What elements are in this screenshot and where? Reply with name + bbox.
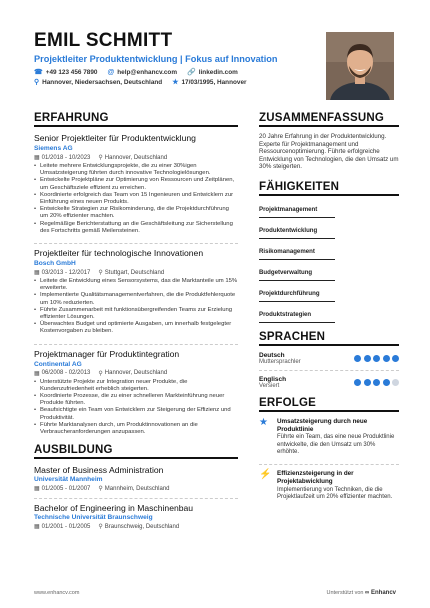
job-dates-text: 01/2018 - 10/2023 [41, 154, 91, 161]
phone-text: +49 123 456 7890 [45, 68, 98, 76]
education-entry [34, 465, 238, 492]
divider [34, 498, 238, 499]
edu-meta [34, 523, 238, 530]
location-pin-icon: ⚲ [98, 486, 103, 493]
left-column [34, 112, 238, 536]
right-column [259, 112, 399, 509]
edu-location-text: Mannheim, Deutschland [104, 485, 170, 492]
job-location [98, 154, 167, 161]
education-heading: AUSBILDUNG [34, 444, 238, 459]
bullet-item: • Führte Marktanalysen durch, um Produktinnovationen an die Verbraucheranforderungen anzupassen. [34, 422, 238, 436]
job-role: Senior Projektleiter für Produktentwicklung [34, 133, 196, 143]
bolt-icon: ⚡ [259, 469, 272, 481]
skill-item: Projektdurchführung [259, 286, 335, 302]
contact-info [34, 68, 314, 88]
job-company: Continental AG [34, 360, 82, 368]
bullet-item: • Überwachtes Budget und optimierte Ausgaben, um innerhalb festgelegter Kostenvorgaben zu bleiben. [34, 321, 238, 335]
job-location-text: Hannover, Deutschland [104, 370, 168, 377]
skill-item: Projektmanagement [259, 202, 335, 218]
achievement-item [259, 470, 399, 501]
rating-dot [364, 355, 371, 362]
skills-heading: FÄHIGKEITEN [259, 181, 399, 196]
job-location [98, 269, 164, 276]
divider [34, 243, 238, 244]
language-item [259, 376, 399, 389]
rating-dot [354, 379, 361, 386]
languages-heading: SPRACHEN [259, 331, 399, 346]
achievements-heading: ERFOLGE [259, 397, 399, 412]
footer-website[interactable]: www.enhancv.com [34, 590, 80, 596]
footer-powered [327, 590, 397, 596]
achievement-title: Effizienzsteigerung in der Projektabwicklung [277, 470, 354, 485]
skills-list [259, 202, 399, 323]
job-location-text: Stuttgart, Deutschland [104, 269, 165, 276]
job-dates-text: 06/2008 - 02/2013 [41, 370, 91, 377]
job-meta [34, 154, 238, 161]
linkedin-item[interactable] [187, 68, 238, 76]
brand-name: Enhancv [370, 590, 396, 596]
bullet-item: • Leitete die Entwicklung eines Sensorsystems, das die Marktanteile um 15% erweiterte. [34, 278, 238, 292]
job-entry [34, 248, 238, 336]
edu-dates [34, 523, 90, 530]
candidate-title: Projektleiter Produktentwicklung | Fokus auf Innovation [34, 54, 278, 64]
skill-item: Produktentwicklung [259, 223, 335, 239]
location-pin-icon: ⚲ [34, 79, 40, 86]
job-bullets [34, 278, 238, 336]
edu-school: Technische Universität Braunschweig [34, 514, 153, 522]
language-level: Versiert [259, 382, 280, 389]
edu-degree: Bachelor of Engineering in Maschinenbau [34, 503, 194, 514]
bullet-item: • Leitete mehrere Entwicklungsprojekte, die zu einer 30%igen Umsatzsteigerung führten durch innovative Technologielösungen. [34, 163, 238, 177]
calendar-icon: ▦ [34, 370, 40, 377]
birth-item [172, 78, 246, 86]
location-pin-icon: ⚲ [98, 524, 103, 531]
link-icon: 🔗 [187, 69, 196, 76]
job-dates-text: 03/2013 - 12/2017 [41, 269, 91, 276]
job-role: Projektleiter für technologische Innovationen [34, 248, 204, 259]
edu-meta [34, 485, 238, 492]
rating-dot [383, 379, 390, 386]
divider [34, 344, 238, 345]
calendar-icon: ▦ [34, 524, 40, 531]
edu-dates-text: 01/2005 - 01/2007 [41, 485, 91, 492]
job-bullets [34, 379, 238, 437]
job-location [98, 370, 167, 377]
phone-icon: ☎ [34, 69, 43, 76]
job-entry [34, 349, 238, 437]
experience-heading: ERFAHRUNG [34, 112, 238, 127]
star-icon: ★ [259, 416, 268, 428]
rating-dot [392, 355, 399, 362]
location-item [34, 78, 162, 86]
language-name: Deutsch [259, 351, 285, 359]
rating-dot [373, 355, 380, 362]
location-pin-icon: ⚲ [98, 155, 103, 161]
profile-photo [326, 32, 394, 100]
language-level: Muttersprachler [259, 358, 301, 365]
star-icon: ★ [172, 79, 179, 86]
bullet-item: • Beaufsichtigte ein Team von Entwicklern zur Steigerung der Effizienz und Produktivität. [34, 407, 238, 421]
calendar-icon: ▦ [34, 486, 40, 493]
job-meta [34, 269, 238, 276]
job-meta [34, 370, 238, 377]
achievement-desc: Implementierung von Techniken, die die Projektlaufzeit um 20% effizienter machten. [277, 486, 393, 500]
skill-item: Risikomanagement [259, 244, 335, 260]
edu-dates-text: 01/2001 - 01/2005 [41, 523, 91, 530]
job-role: Projektmanager für Produktintegration [34, 348, 180, 359]
job-dates [34, 269, 90, 276]
summary-heading: ZUSAMMENFASSUNG [259, 112, 399, 127]
rating-dot [364, 379, 371, 386]
rating-dot [383, 355, 390, 362]
language-rating [352, 355, 400, 362]
bullet-item: • Unterstützte Projekte zur Integration neuer Produkte, die Kundenzufriedenheit erheblich steigerten. [34, 379, 238, 393]
job-company: Bosch GmbH [34, 260, 76, 268]
bullet-item: • Regelmäßige Berichterstattung an die Geschäftsleitung zur Sicherstellung des Fortschritts gemäß Meilensteinen. [34, 221, 238, 235]
achievement-desc: Führte ein Team, das eine neue Produktlinie entwickelte, die den Umsatz um 30% erhöhte. [277, 434, 395, 455]
job-entry [34, 133, 238, 235]
edu-degree: Master of Business Administration [34, 465, 164, 476]
bullet-item: • Entwickelte Projektpläne zur Optimierung von Ressourcen und Zeitplänen, um Geschäftsziele effizient zu erreichen. [34, 177, 238, 191]
resume-header [34, 30, 314, 88]
edu-dates [34, 485, 90, 492]
bullet-item: • Koordinierte Prozesse, die zu einer schnelleren Markteinführung neuer Produkte führten. [34, 393, 238, 407]
rating-dot [392, 379, 399, 386]
language-rating [352, 379, 400, 386]
education-entry [34, 503, 238, 530]
email-item[interactable] [107, 68, 177, 76]
at-icon: @ [107, 68, 115, 76]
footer [34, 590, 396, 596]
bullet-item: • Koordinierte erfolgreich das Team von 15 Ingenieuren und Entwicklern zur Einführung eines neuen Produkts. [34, 192, 238, 206]
powered-label: Unterstützt von [326, 590, 364, 596]
portrait-image [326, 32, 394, 100]
job-bullets [34, 163, 238, 235]
summary-text: 20 Jahre Erfahrung in der Produktentwicklung. Experte für Projektmanagement und Ressourcenoptimierung. Führte erfolgreiche Entwicklung von Technologien, die den Umsatz um 30% steigerten. [259, 133, 399, 171]
achievement-title: Umsatzsteigerung durch neue Produktlinie [277, 417, 368, 433]
language-name: Englisch [259, 375, 287, 383]
achievement-item [259, 418, 399, 456]
job-dates [34, 154, 90, 161]
edu-location [98, 523, 179, 530]
job-company: Siemens AG [34, 145, 73, 152]
enhancv-logo: ∞ Enhancv [365, 590, 396, 596]
phone-item[interactable] [34, 68, 97, 76]
birth-text: 17/03/1995, Hannover [181, 78, 247, 86]
candidate-name: EMIL SCHMITT [34, 30, 173, 51]
edu-school: Universität Mannheim [34, 476, 103, 484]
skill-item: Produktstrategien [259, 307, 335, 323]
calendar-icon: ▦ [34, 155, 40, 161]
email-text: help@enhancv.com [117, 68, 178, 76]
edu-location [98, 485, 169, 492]
job-location-text: Hannover, Deutschland [104, 154, 168, 161]
location-text: Hannover, Niedersachsen, Deutschland [42, 78, 163, 86]
location-pin-icon: ⚲ [98, 270, 103, 277]
calendar-icon: ▦ [34, 270, 40, 277]
linkedin-text: linkedin.com [198, 68, 238, 76]
skill-item: Budgetverwaltung [259, 265, 335, 281]
edu-location-text: Braunschweig, Deutschland [104, 523, 180, 530]
bullet-item: • Führte Zusammenarbeit mit funktionsübergreifenden Teams zur Erzielung effizienter Lösungen. [34, 307, 238, 321]
location-pin-icon: ⚲ [98, 370, 103, 377]
language-item [259, 352, 399, 365]
divider [259, 464, 399, 465]
divider [259, 370, 399, 371]
job-dates [34, 370, 90, 377]
bullet-item: • Entwickelte Strategien zur Risikominderung, die die Projektdurchführung um 20% effizienter machten. [34, 206, 238, 220]
bullet-item: • Implementierte Qualitätsmanagementverfahren, die die Produktfehlerquote um 10% reduzierten. [34, 292, 238, 306]
rating-dot [354, 355, 361, 362]
rating-dot [373, 379, 380, 386]
